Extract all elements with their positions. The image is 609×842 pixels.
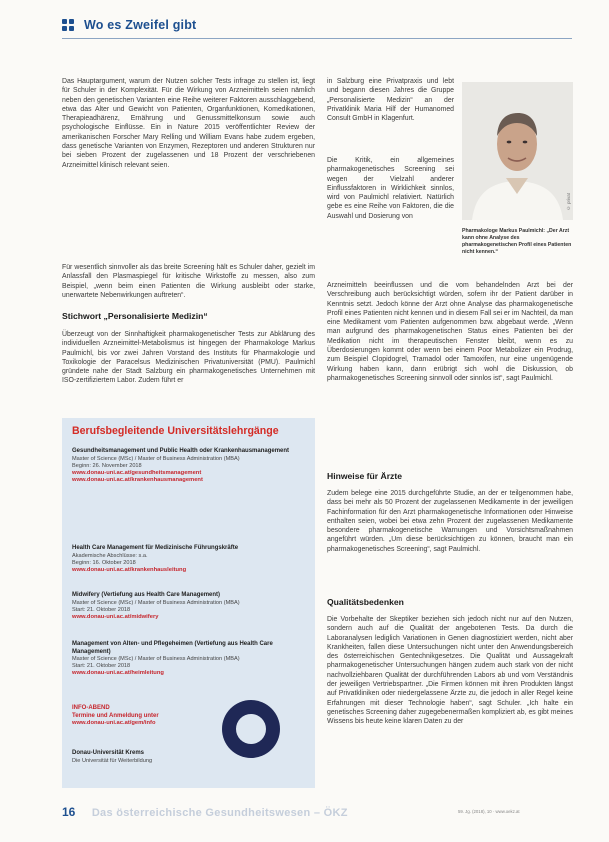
university-seal-logo <box>222 700 280 758</box>
university-tagline: Die Universität für Weiterbildung <box>72 757 153 764</box>
section-header <box>62 18 196 32</box>
course-degree: Master of Science (MSc) / Master of Business Administration (MBA) <box>72 599 240 606</box>
info-evening <box>72 705 217 727</box>
photo-caption: Pharmakologe Markus Paulmichl: „Der Arzt kann ohne Analyse des pharmakogenetischen Profil eines Patienten nicht kennen.“ <box>462 228 572 255</box>
university-ad-title: Berufsbegleitende Universitätslehrgänge <box>72 425 279 437</box>
left-paragraph-1: Das Hauptargument, warum der Nutzen solcher Tests infrage zu stellen ist, liegt für Schuler in der Komplexität. Für die Wirkung von Arzneimitteln seien nämlich neben den genetischen Varianten eine Reihe weiterer Faktoren ausschlaggebend, etwa das Alter und Gewicht von Patienten, Organfunktionen, Komedikationen, Therapieadhärenz, Ernährung und Genussmittelkonsum sowie auch psychologische Einflüsse. Ein in Nature 2015 veröffentlichter Review der amerikanischen Forscher Mary Relling und William Evans habe zudem ergeben, dass genetische Varianten von Enzymen, Rezeptoren und anderen Strukturen nur bei sieben Prozent der zugelassenen und 18 Prozent der verschriebenen Arzneimittel klinisch relevant seien. <box>62 78 315 169</box>
footer-issue-info: 59. Jg. (2018), 10 · www.oekz.at <box>458 809 520 814</box>
course-degree: Akademische Abschlüsse: s.a. <box>72 552 148 559</box>
portrait-photo <box>462 82 573 220</box>
section-title: Wo es Zweifel gibt <box>84 18 197 32</box>
course-start: Beginn: 26. November 2018 <box>72 462 142 469</box>
course-link[interactable]: www.donau-uni.ac.at/krankenhausleitung <box>72 566 187 573</box>
course-title: Gesundheitsmanagement und Public Health oder Krankenhausmanagement <box>72 448 290 454</box>
right-paragraph-2: Zudem belege eine 2015 durchgeführte Studie, an der er teilgenommen habe, dass bei mehr als 50 Prozent der zugelassenen Medikamente in der jeweiligen Fachinformation für den Arzt pharmakogenetische Informationen oder Hinweise enthalten seien, wobei bei etwa zehn Prozent der zugelassenen Medikamente besondere pharmakogenetische Warnungen und Vorsichtsmaßnahmen angeführt würden. „Um diese berücksichtigen zu können, braucht man ein pharmakogenetisches Screening“, sagt Paulmichl. <box>327 490 573 553</box>
university-name: Donau-Universität Krems <box>72 750 145 756</box>
four-squares-icon <box>62 19 74 31</box>
left-heading: Stichwort „Personalisierte Medizin“ <box>62 311 208 321</box>
course-degree: Master of Science (MSc) / Master of Business Administration (MBA) <box>72 455 240 462</box>
photo-credit: © privat <box>566 192 571 210</box>
right-paragraph-3: Die Vorbehalte der Skeptiker beziehen sich jedoch nicht nur auf den Nutzen, sondern auch auf die Qualität der angebotenen Tests. Da durch die Laboranalysen lediglich Variationen in Genen diagnostiziert werden, nicht aber Krankheiten, fallen diese Untersuchungen nicht unter den Anwendungsbereich des österreichischen Gentechnikgesetzes. Die Qualität und Aussagekraft pharmakogenetischer Untersuchungen hängen zudem auch stark von der nicht nachvollziehbaren Qualität der durchführenden Labors ab und vom Verständnis der jeweiligen Vertriebspartner. „Die Firmen können mit ihren Produkten längst auf Privatkliniken oder niedergelassene Ärzte zu, die jedoch in aller Regel keine Erfahrungen mit dieser Technologie haben“, sagt Schuler. „Ich halte ein genetisches Screening daher zugegebenermaßen kompliziert ab, es gibt meines Wissens bis heute keine klaren Daten zu der <box>327 616 573 726</box>
course-item <box>72 592 308 621</box>
university-sender <box>72 750 217 765</box>
header-divider <box>62 38 572 39</box>
course-item <box>72 448 308 484</box>
mid-paragraph-1: in Salzburg eine Privatpraxis und lebt und begann diesen Jahres die Gruppe „Personalisierte Medizin“ an der Privatklinik Maria Hilf der Humanomed Consult GmbH in Klagenfurt. <box>327 78 454 123</box>
course-title: Midwifery (Vertiefung aus Health Care Management) <box>72 592 221 598</box>
course-degree: Master of Science (MSc) / Master of Business Administration (MBA) <box>72 656 240 663</box>
course-title: Health Care Management für Medizinische Führungskräfte <box>72 545 239 551</box>
left-paragraph-3: Überzeugt von der Sinnhaftigkeit pharmakogenetischer Tests zur Abklärung des individuellen Arzneimittel-Metabolismus ist hingegen der Pharmakologe Markus Paulmichl, bis vor zwei Jahren Vorstand des Instituts für Pharmakologie und Toxikologie der Paracelsus Medizinischen Privatuniversität (PMU). Paulmichl gründete nahe der Stadt Salzburg ein pharmakogenetisches Unternehmen mit ISO-zertifiziertem Labor. Zudem führt er <box>62 331 315 385</box>
course-link[interactable]: www.donau-uni.ac.at/krankenhausmanagement <box>72 476 203 483</box>
right-paragraph-1: Arzneimitteln beeinflussen und die vom behandelnden Arzt bei der Verschreibung auch berücksichtigt würden, sofern ihr der Patient darüber in Kenntnis setzt. Jedoch könne der Arzt ohne Analyse das pharmakogenetische Profil eines Patienten nicht kennen und in diesem Fall sei er im Nachteil, da man eine Medikament vom Patienten aufgenommen bzw. abgebaut werde. „Wenn man aufgrund des pharmakogenetischen Status eines Patienten bei der Medikation nicht im therapeutischen Fenster bleibt, wenn es zu Überdosierungen kommt oder wenn bei einem Poor Metabolizer ein Prodrug, zum Beispiel Clopidogrel, Tramadol oder Tamoxifen, nur eine ungenügende Wirkung haben kann, dann erübrigt sich wohl die Diskussion, ob pharmakogenetisches Screening sinnvoll oder sinnlos ist“, sagt Paulmichl. <box>327 282 573 382</box>
course-title: Management von Alten- und Pflegeheimen (Vertiefung aus Health Care Management) <box>72 641 273 655</box>
course-start: Start: 21. Oktober 2018 <box>72 606 131 613</box>
course-link[interactable]: www.donau-uni.ac.at/gesundheitsmanagement <box>72 469 202 476</box>
course-item <box>72 641 308 677</box>
publication-name: Das österreichische Gesundheitswesen – ÖKZ <box>91 807 348 819</box>
right-heading-1: Hinweise für Ärzte <box>327 471 402 481</box>
info-evening-title: INFO-ABEND <box>72 705 110 711</box>
left-paragraph-2: Für wesentlich sinnvoller als das breite Screening hält es Schuler daher, gezielt im Anlassfall den Plasmaspiegel für kritische Wirkstoffe zu messen, also zum Beispiel, „wenn beim einen Patienten die Wirkung ausbleibt oder starke, unerwartete Nebenwirkungen auftreten“. <box>62 264 315 299</box>
right-heading-2: Qualitätsbedenken <box>327 597 404 607</box>
portrait-illustration <box>462 82 573 220</box>
course-link[interactable]: www.donau-uni.ac.at/midwifery <box>72 613 159 620</box>
course-link[interactable]: www.donau-uni.ac.at/heimleitung <box>72 670 164 677</box>
course-start: Start: 21. Oktober 2018 <box>72 663 131 670</box>
course-item <box>72 545 308 574</box>
info-evening-text: Termine und Anmeldung unter <box>72 712 159 719</box>
info-evening-link[interactable]: www.donau-uni.ac.at/gem/info <box>72 720 156 727</box>
mid-paragraph-2: Die Kritik, ein allgemeines pharmakogenetisches Screening sei wegen der Vielzahl anderer Einflussfaktoren in Wirklichkeit sinnlos, wird von Paulmichl relativiert. Natürlich gebe es eine Reihe von Faktoren, die die Auswahl und Dosierung von <box>327 157 454 220</box>
page-number: 16 <box>62 805 76 819</box>
course-start: Beginn: 16. Oktober 2018 <box>72 559 136 566</box>
